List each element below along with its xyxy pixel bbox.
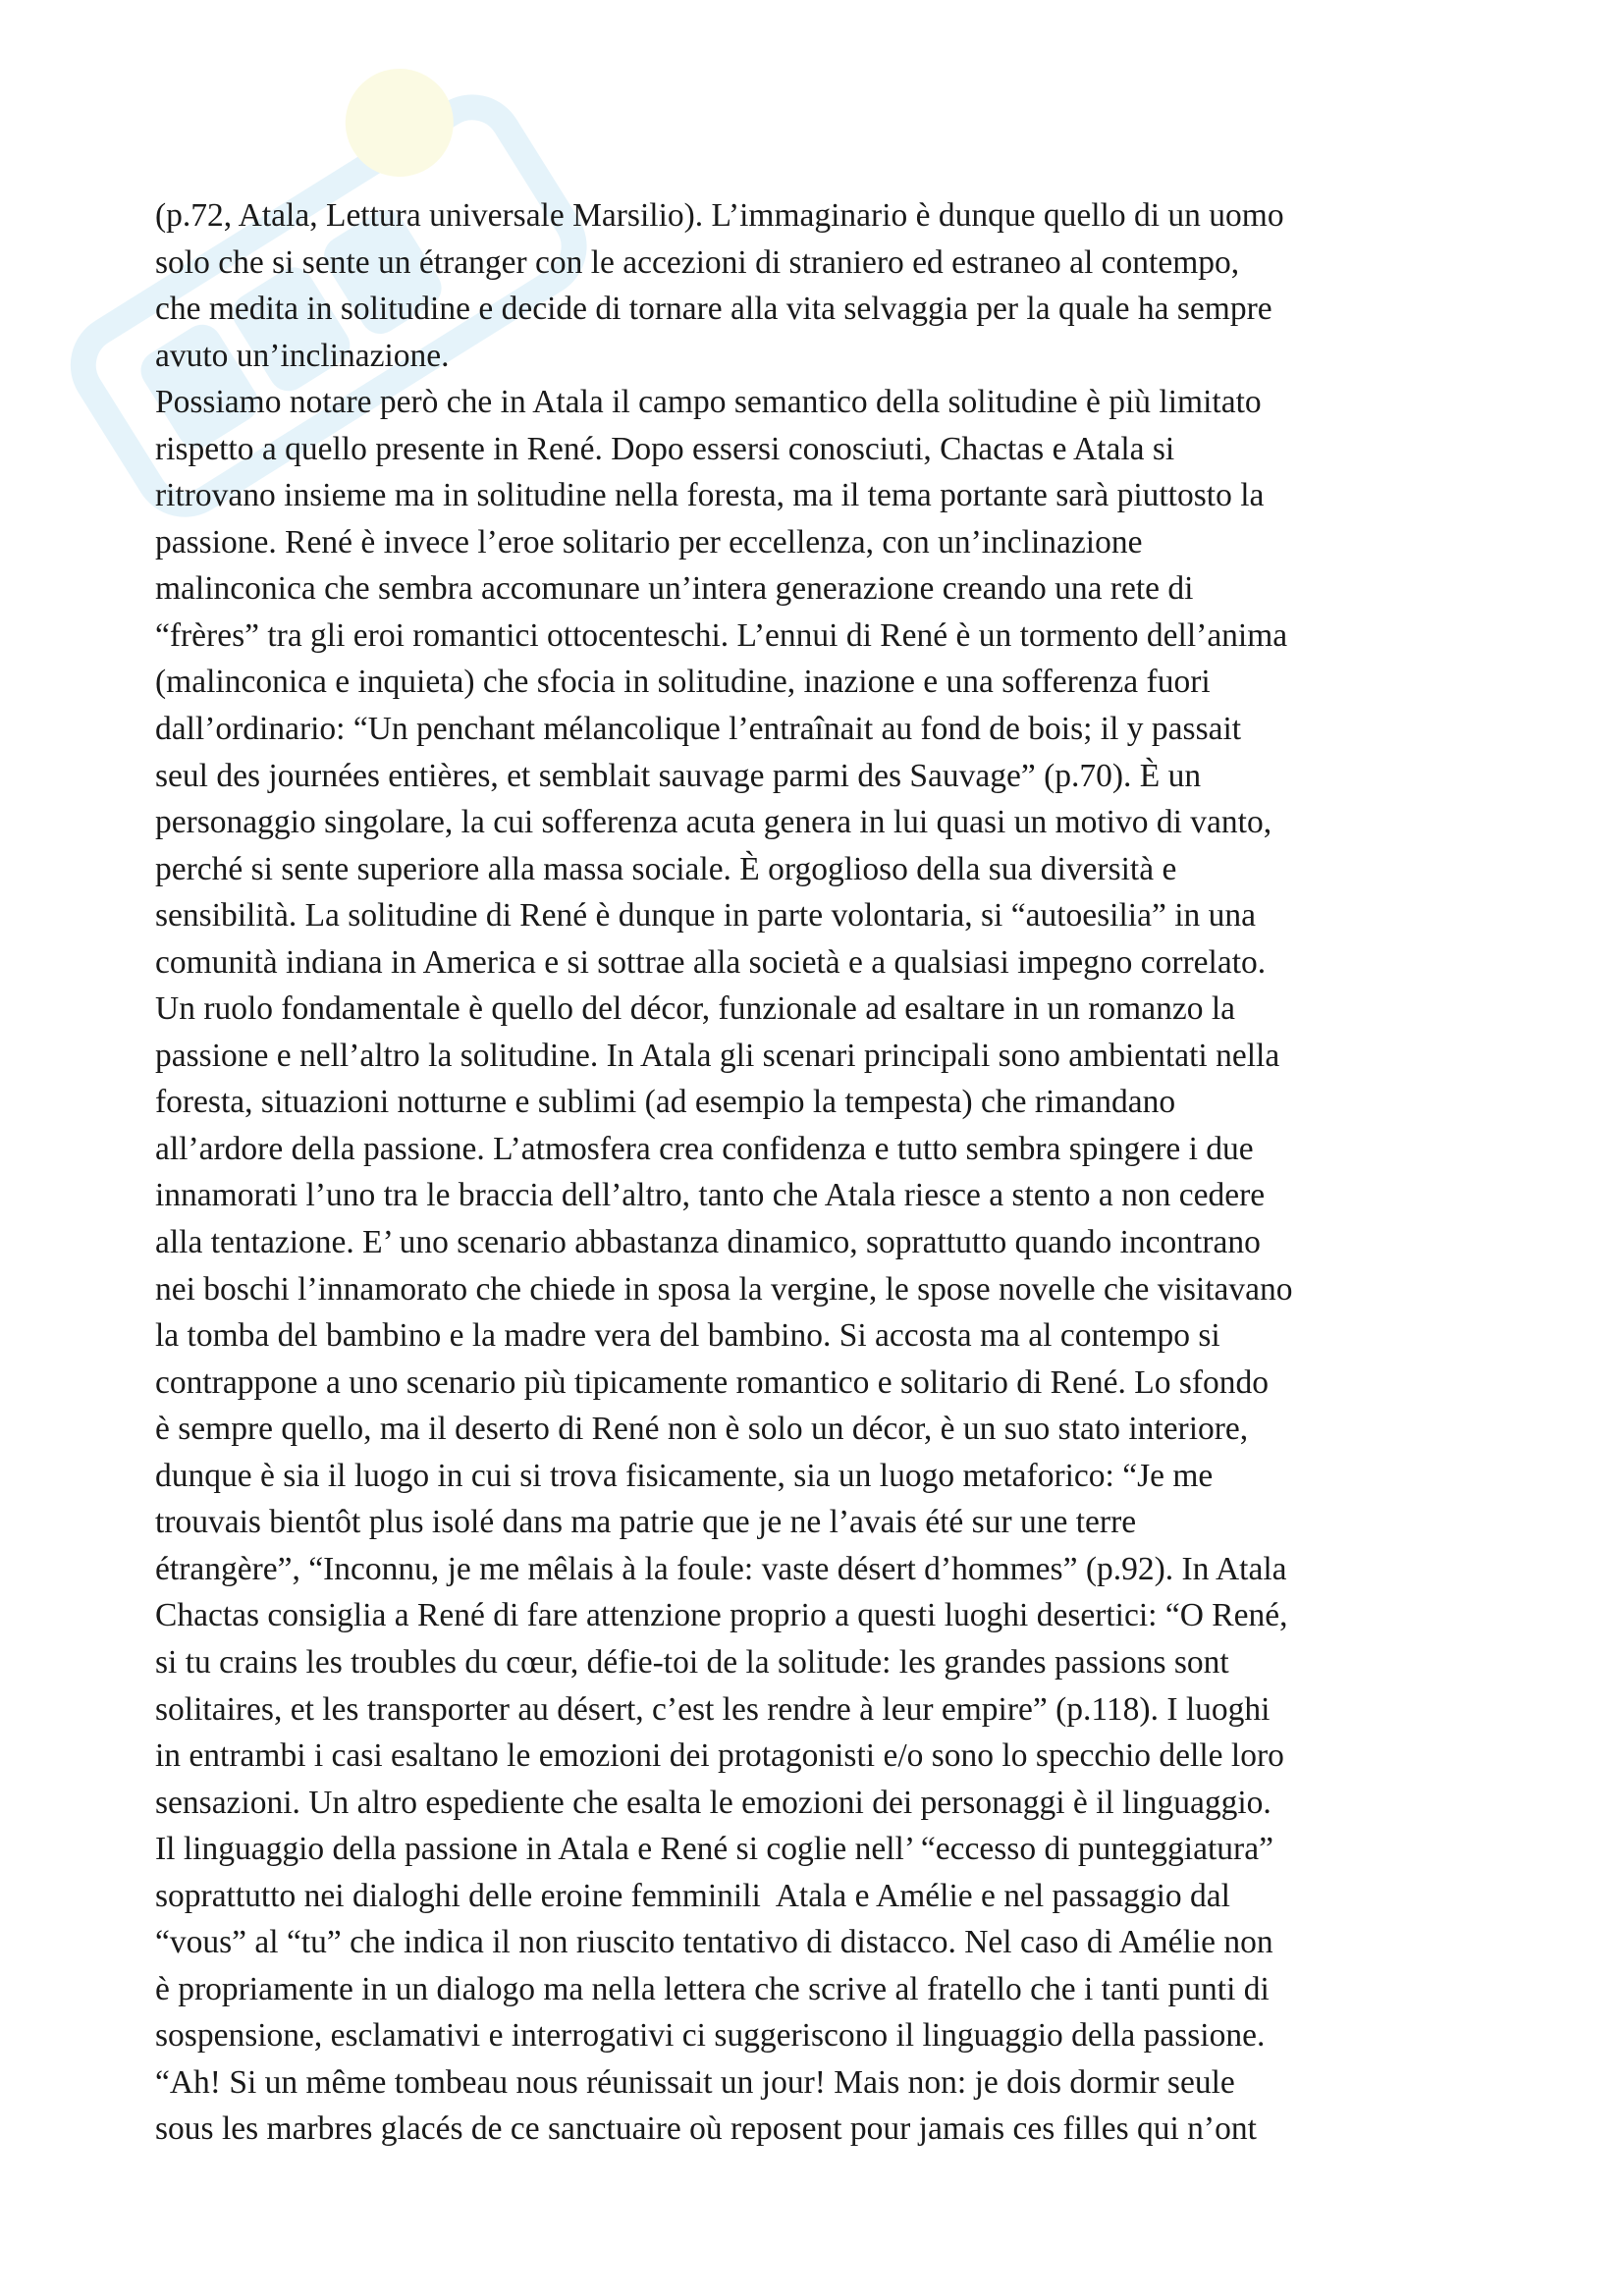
text-line: foresta, situazioni notturne e sublimi (ad esempio la tempesta) che rimandano <box>155 1084 1176 1121</box>
text-line: sospensione, esclamativi e interrogativi ci suggeriscono il linguaggio della passione. <box>155 2017 1266 2055</box>
text-line: passione e nell’altro la solitudine. In Atala gli scenari principali sono ambientati nella <box>155 1037 1280 1074</box>
text-line: malinconica che sembra accomunare un’intera generazione creando una rete di <box>155 570 1194 608</box>
text-line: ritrovano insieme ma in solitudine nella foresta, ma il tema portante sarà piuttosto la <box>155 477 1265 514</box>
text-line: Possiamo notare però che in Atala il campo semantico della solitudine è più limitato <box>155 384 1262 421</box>
text-line: Il linguaggio della passione in Atala e René si coglie nell’ “eccesso di punteggiatura” <box>155 1831 1273 1868</box>
text-line: trouvais bientôt plus isolé dans ma patrie que je ne l’avais été sur une terre <box>155 1504 1137 1541</box>
text-line: innamorati l’uno tra le braccia dell’altro, tanto che Atala riesce a stento a non cedere <box>155 1177 1266 1214</box>
text-line: (p.72, Atala, Lettura universale Marsilio). L’immaginario è dunque quello di un uomo <box>155 197 1284 234</box>
text-line: sous les marbres glacés de ce sanctuaire où reposent pour jamais ces filles qui n’ont <box>155 2110 1257 2148</box>
text-line: sensazioni. Un altro espediente che esalta le emozioni dei personaggi è il linguaggio. <box>155 1784 1271 1821</box>
text-line: si tu crains les troubles du cœur, défie-toi de la solitude: les grandes passions sont <box>155 1643 1229 1681</box>
text-line: soprattutto nei dialoghi delle eroine femminili Atala e Amélie e nel passaggio dal <box>155 1877 1230 1914</box>
text-line: (malinconica e inquieta) che sfocia in solitudine, inazione e una sofferenza fuori <box>155 664 1211 701</box>
text-line: étrangère”, “Inconnu, je me mêlais à la foule: vaste désert d’hommes” (p.92). In Atala <box>155 1550 1287 1587</box>
text-line: “frères” tra gli eroi romantici ottocenteschi. L’ennui di René è un tormento dell’anima <box>155 616 1288 654</box>
text-line: sensibilità. La solitudine di René è dunque in parte volontaria, si “autoesilia” in una <box>155 897 1257 934</box>
text-line: avuto un’inclinazione. <box>155 337 450 374</box>
text-line: seul des journées entières, et semblait sauvage parmi des Sauvage” (p.70). È un <box>155 757 1202 794</box>
text-line: contrappone a uno scenario più tipicamente romantico e solitario di René. Lo sfondo <box>155 1363 1270 1401</box>
text-line: dunque è sia il luogo in cui si trova fisicamente, sia un luogo metaforico: “Je me <box>155 1457 1214 1494</box>
text-line: rispetto a quello presente in René. Dopo essersi conosciuti, Chactas e Atala si <box>155 430 1175 467</box>
text-line: solo che si sente un étranger con le accezioni di straniero ed estraneo al contempo, <box>155 243 1240 281</box>
body-text <box>155 192 1500 2153</box>
text-line: personaggio singolare, la cui sofferenza acuta genera in lui quasi un motivo di vanto, <box>155 804 1272 841</box>
text-line: all’ardore della passione. L’atmosfera crea confidenza e tutto sembra spingere i due <box>155 1130 1254 1167</box>
text-line: dall’ordinario: “Un penchant mélancolique l’entraînait au fond de bois; il y passait <box>155 711 1242 748</box>
text-line: perché si sente superiore alla massa sociale. È orgoglioso della sua diversità e <box>155 850 1177 887</box>
text-line: in entrambi i casi esaltano le emozioni dei protagonisti e/o sono lo specchio delle loro <box>155 1737 1284 1775</box>
text-line: la tomba del bambino e la madre vera del bambino. Si accosta ma al contempo si <box>155 1317 1220 1355</box>
text-line: nei boschi l’innamorato che chiede in sposa la vergine, le spose novelle che visitavano <box>155 1270 1293 1308</box>
text-line: che medita in solitudine e decide di tornare alla vita selvaggia per la quale ha sempre <box>155 291 1272 328</box>
text-line: è sempre quello, ma il deserto di René non è solo un décor, è un suo stato interiore, <box>155 1411 1249 1448</box>
text-line: alla tentazione. E’ uno scenario abbastanza dinamico, soprattutto quando incontrano <box>155 1224 1261 1261</box>
text-line: Un ruolo fondamentale è quello del décor, funzionale ad esaltare in un romanzo la <box>155 990 1236 1028</box>
text-line: comunità indiana in America e si sottrae alla società e a qualsiasi impegno correlato. <box>155 943 1267 981</box>
text-line: solitaires, et les transporter au désert, c’est les rendre à leur empire” (p.118). I luoghi <box>155 1690 1271 1728</box>
text-line: Chactas consiglia a René di fare attenzione proprio a questi luoghi desertici: “O René, <box>155 1597 1288 1634</box>
text-line: passione. René è invece l’eroe solitario per eccellenza, con un’inclinazione <box>155 523 1143 561</box>
text-line: “vous” al “tu” che indica il non riuscito tentativo di distacco. Nel caso di Amélie non <box>155 1924 1273 1961</box>
text-line: “Ah! Si un même tombeau nous réunissait un jour! Mais non: je dois dormir seule <box>155 2063 1235 2101</box>
text-line: è propriamente in un dialogo ma nella lettera che scrive al fratello che i tanti punti di <box>155 1970 1270 2007</box>
